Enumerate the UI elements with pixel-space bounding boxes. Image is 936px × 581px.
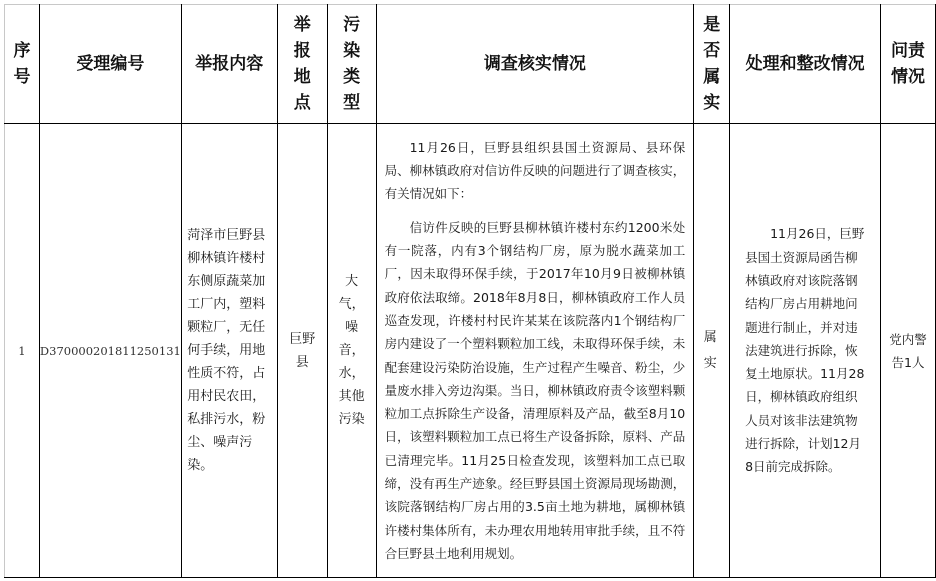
cell-accountability: 党内警告1人 bbox=[881, 124, 936, 578]
header-content: 举报内容 bbox=[181, 5, 277, 124]
header-accountability: 问责情况 bbox=[881, 5, 936, 124]
header-is-true: 是否属实 bbox=[694, 5, 730, 124]
cell-pollution-type: 大气，噪音，水，其他污染 bbox=[327, 124, 376, 578]
header-seq: 序号 bbox=[5, 5, 40, 124]
cell-seq: 1 bbox=[5, 124, 40, 578]
table-row bbox=[5, 124, 936, 578]
header-handling: 处理和整改情况 bbox=[730, 5, 881, 124]
cell-investigation bbox=[376, 124, 694, 578]
header-location: 举报地点 bbox=[277, 5, 327, 124]
investigation-paragraph-1: 11月26日，巨野县组织县国土资源局、县环保局、柳林镇政府对信访件反映的问题进行了调查核实，有关情况如下： bbox=[384, 139, 686, 202]
header-pollution-type: 污染类型 bbox=[327, 5, 376, 124]
header-row bbox=[5, 5, 936, 124]
cell-handling: 11月26日，巨野县国土资源局函告柳林镇政府对该院落钢结构厂房占用耕地问题进行制止，并对违法建筑进行拆除，恢复土地原状。11月28日，柳林镇政府组织人员对该非法建筑物进行拆除，计划12月8日前完成拆除。 bbox=[730, 124, 881, 578]
cell-location: 巨野县 bbox=[277, 124, 327, 578]
header-investigation: 调查核实情况 bbox=[376, 5, 694, 124]
header-case-no: 受理编号 bbox=[39, 5, 181, 124]
cell-is-true: 属实 bbox=[694, 124, 730, 578]
cell-content: 菏泽市巨野县柳林镇许楼村东侧原蔬菜加工厂内，塑料颗粒厂，无任何手续，用地性质不符，占用村民农田，私排污水，粉尘、噪声污染。 bbox=[181, 124, 277, 578]
investigation-paragraph-2: 信访件反映的巨野县柳林镇许楼村东约1200米处有一院落，内有3个钢结构厂房，原为脱水蔬菜加工厂，因未取得环保手续，于2017年10月9日被柳林镇政府依法取缔。2018年8月8日，柳林镇政府工作人员巡查发现，许楼村村民许某某在该院落内1个钢结构厂房内建设了一个塑料颗粒加工线，未取得环保手续，未配套建设污染防治设施，生产过程产生噪音、粉尘，少量废水排入旁边沟渠。当日，柳林镇政府责令该塑料颗粒加工点拆除生产设备，清理原料及产品，截至8月10日，该塑料颗粒加工点已将生产设备拆除，原料、产品已清理完毕。11月25日检查发现，该塑料加工点已取缔，没有再生产迹象。经巨野县国土资源局现场勘测，该院落钢结构厂房占用的3.5亩土地为耕地，属柳林镇许楼村集体所有，未办理农用地转用审批手续，且不符合巨野县土地利用规划。 bbox=[384, 219, 686, 561]
complaint-table bbox=[4, 4, 936, 578]
cell-case-no: D370000201811250131 bbox=[39, 124, 181, 578]
